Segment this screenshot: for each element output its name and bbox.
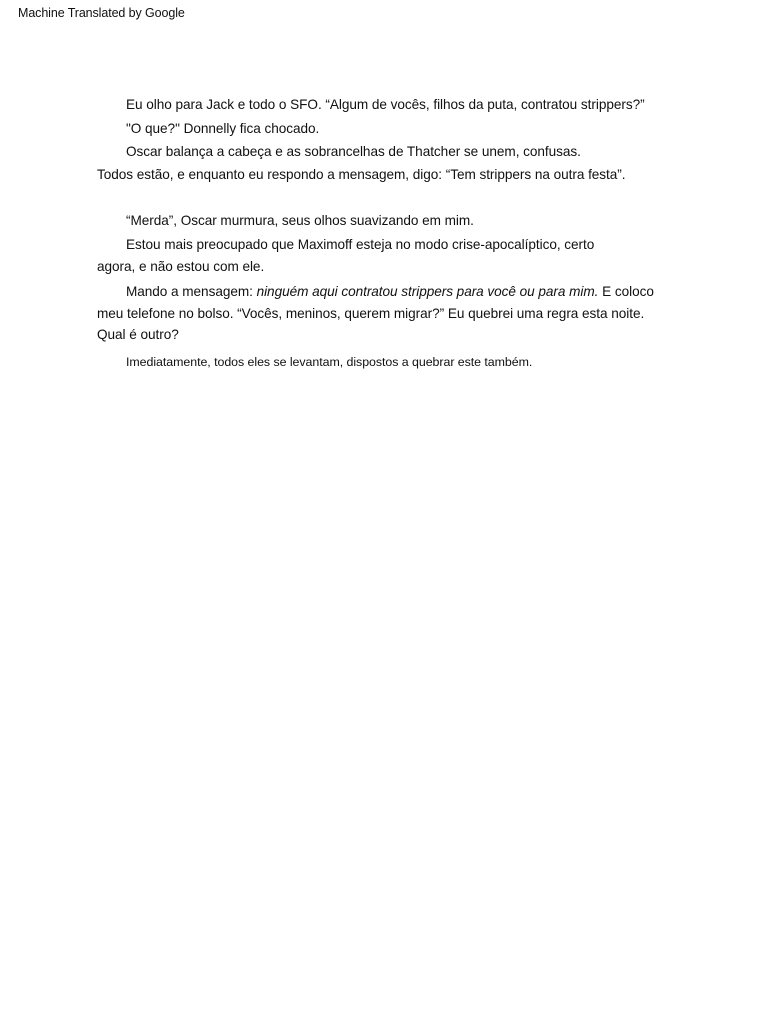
message-italic-text: ninguém aqui contratou strippers para você ou para mim. [256, 284, 599, 299]
message-prefix: Mando a mensagem: [126, 284, 257, 299]
paragraph-line: Todos estão, e enquanto eu respondo a mensagem, digo: “Tem strippers na outra festa”. [97, 167, 626, 182]
paragraph-line: "O que?" Donnelly fica chocado. [126, 121, 320, 136]
paragraph-line: agora, e não estou com ele. [97, 259, 265, 274]
paragraph-line: meu telefone no bolso. “Vocês, meninos, querem migrar?” Eu quebrei uma regra esta noite. [97, 306, 645, 321]
machine-translation-notice: Machine Translated by Google [18, 6, 185, 20]
paragraph-line: “Merda”, Oscar murmura, seus olhos suavizando em mim. [126, 213, 474, 228]
paragraph-line: Qual é outro? [97, 327, 179, 342]
paragraph-line-message [126, 284, 654, 300]
paragraph-line: Imediatamente, todos eles se levantam, dispostos a quebrar este também. [126, 355, 533, 369]
message-suffix: E coloco [598, 284, 654, 299]
paragraph-line: Estou mais preocupado que Maximoff esteja no modo crise-apocalíptico, certo [126, 237, 595, 252]
paragraph-line: Eu olho para Jack e todo o SFO. “Algum de vocês, filhos da puta, contratou strippers?” [126, 97, 645, 112]
paragraph-line: Oscar balança a cabeça e as sobrancelhas de Thatcher se unem, confusas. [126, 144, 581, 159]
